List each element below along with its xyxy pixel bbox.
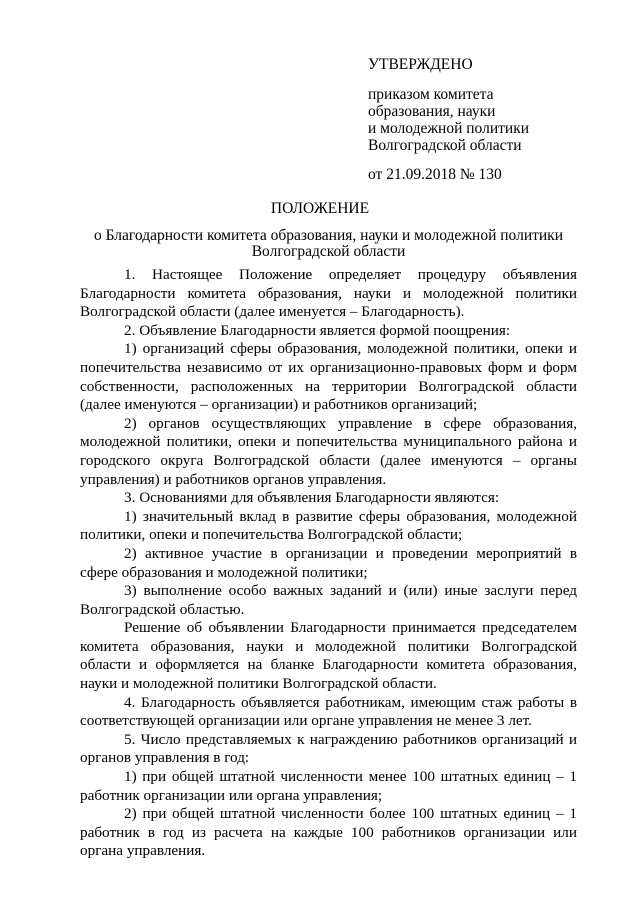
order-line: и молодежной политики — [368, 120, 530, 137]
order-line: образования, науки — [368, 103, 496, 120]
paragraph: 2) активное участие в организации и проведении мероприятий в сфере образования и молодежной политики; — [80, 544, 577, 581]
paragraph: 1) при общей штатной численности менее 100 штатных единиц – 1 работник организации или органа управления; — [80, 768, 577, 804]
paragraph: 2) при общей штатной численности более 100 штатных единиц – 1 работник в год из расчета на каждые 100 работников организации или органа управления. — [80, 805, 577, 860]
order-line: Волгоградской области — [368, 137, 522, 154]
order-line: приказом комитета — [368, 86, 494, 103]
paragraph: 5. Число представляемых к награждению работников организаций и органов управления в год: — [80, 730, 577, 767]
paragraph: 4. Благодарность объявляется работникам, имеющим стаж работы в соответствующей организации или органе управления не менее 3 лет. — [80, 693, 577, 730]
document-body — [80, 266, 577, 861]
paragraph: 2. Объявление Благодарности является формой поощрения: — [124, 321, 511, 339]
paragraph: 1. Настоящее Положение определяет процедуру объявления Благодарности комитета образования, науки и молодежной политики Волгоградской области (далее именуется – Благодарность). — [80, 266, 577, 321]
subtitle-line: о Благодарности комитета образования, науки и молодежной политики — [93, 227, 564, 244]
approved-heading: УТВЕРЖДЕНО — [368, 56, 473, 73]
approval-block — [368, 56, 618, 183]
paragraph: 1) организаций сферы образования, молодежной политики, опеки и попечительства независимо от их организационно-правовых форм и форм собственности, расположенных на территории Волгоградской области (далее именуются – организации) и работников организаций; — [80, 340, 577, 414]
paragraph: 3. Основаниями для объявления Благодарности являются: — [124, 489, 500, 507]
subtitle-line: Волгоградской области — [251, 243, 406, 260]
document-title: ПОЛОЖЕНИЕ — [270, 200, 370, 217]
paragraph: 3) выполнение особо важных заданий и (или) иные заслуги перед Волгоградской областью. — [80, 582, 577, 618]
order-date: от 21.09.2018 № 130 — [368, 166, 502, 183]
paragraph: 2) органов осуществляющих управление в сфере образования, молодежной политики, опеки и попечительства муниципального района и городского округа Волгоградской области (далее именуются – органы управления) и работников органов управления. — [80, 414, 577, 488]
paragraph: Решение об объявлении Благодарности принимается председателем комитета образования, науки и молодежной политики Волгоградской области и оформляется на бланке Благодарности комитета образования, науки и молодежной политики Волгоградской области. — [80, 619, 577, 693]
paragraph: 1) значительный вклад в развитие сферы образования, молодежной политики, опеки и попечительства Волгоградской области; — [80, 507, 577, 544]
document-subtitle — [80, 228, 577, 260]
